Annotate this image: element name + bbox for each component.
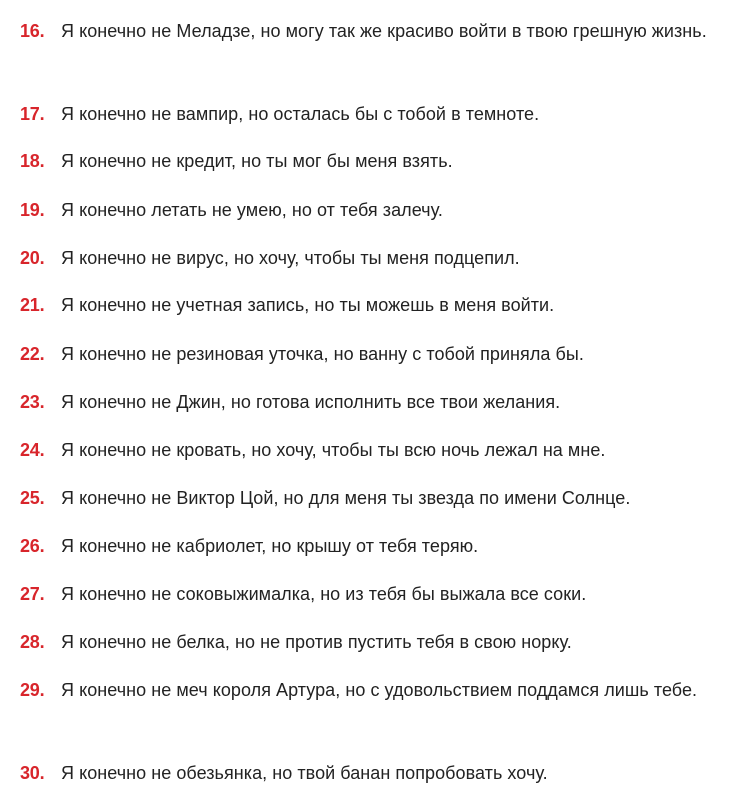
item-text: Я конечно не кровать, но хочу, чтобы ты всю ночь лежал на мне. [61,440,606,460]
item-text: Я конечно не учетная запись, но ты можешь в меня войти. [61,295,555,315]
item-number: 18. [20,151,45,171]
item-number: 24. [20,440,45,460]
item-number: 19. [20,200,45,220]
item-text: Я конечно не белка, но не против пустить тебя в свою норку. [61,632,572,652]
item-number: 28. [20,632,45,652]
item-text: Я конечно не вирус, но хочу, чтобы ты меня подцепил. [61,248,520,268]
item-text: Я конечно не Джин, но готова исполнить все твои желания. [61,392,561,412]
item-text: Я конечно не кредит, но ты мог бы меня взять. [61,151,453,171]
item-number: 16. [20,21,45,41]
item-text: Я конечно не меч короля Артура, но с удовольствием поддамся лишь тебе. [61,680,698,700]
item-number: 26. [20,536,45,556]
item-number: 20. [20,248,45,268]
item-number: 29. [20,680,45,700]
item-number: 30. [20,763,45,783]
item-number: 23. [20,392,45,412]
item-text: Я конечно не резиновая уточка, но ванну с тобой приняла бы. [61,344,584,364]
item-text: Я конечно не Меладзе, но могу так же красиво войти в твою грешную жизнь. [61,21,707,41]
item-text: Я конечно не кабриолет, но крышу от тебя теряю. [61,536,479,556]
item-text: Я конечно не обезьянка, но твой банан попробовать хочу. [61,763,548,783]
item-text: Я конечно не соковыжималка, но из тебя бы выжала все соки. [61,584,587,604]
item-number: 25. [20,488,45,508]
item-number: 27. [20,584,45,604]
item-text: Я конечно не Виктор Цой, но для меня ты звезда по имени Солнце. [61,488,631,508]
item-number: 22. [20,344,45,364]
item-text: Я конечно летать не умею, но от тебя залечу. [61,200,443,220]
item-number: 21. [20,295,45,315]
item-number: 17. [20,104,45,124]
item-text: Я конечно не вампир, но осталась бы с тобой в темноте. [61,104,540,124]
